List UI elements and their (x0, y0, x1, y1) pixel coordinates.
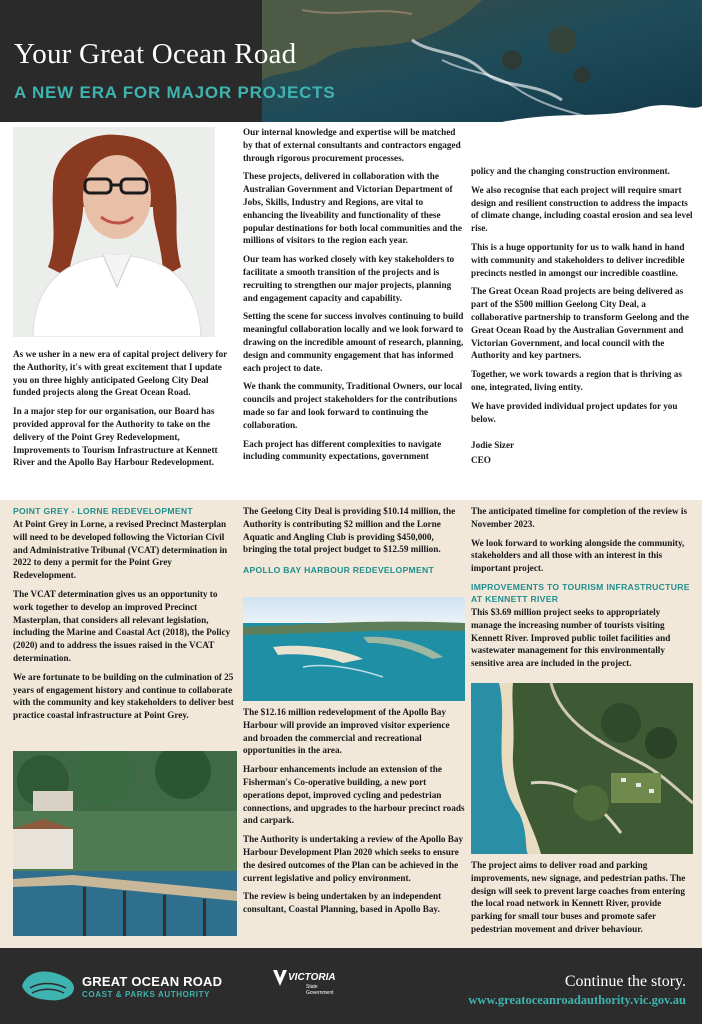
intro-paragraph: We have provided individual project updates for you below. (471, 400, 678, 424)
apollo-bay-heading: APOLLO BAY HARBOUR REDEVELOPMENT (243, 565, 435, 576)
intro-paragraph: These projects, delivered in collaboration with the Australian Government and Victorian Department of Jobs, Skills, Industry and Regions, are vital to enhancing the liveability and functionality of these popular destinations for both local communities and the millions of visitors to the region each year. (243, 171, 462, 246)
signature-name: Jodie Sizer (471, 440, 515, 451)
kennett-river-heading-line2: AT KENNETT RIVER (471, 593, 559, 604)
apollo-bay-paragraph: The review is being undertaken by an independent consultant, Coastal Planning, based in Apollo Bay. (243, 891, 442, 915)
ceo-portrait (13, 127, 215, 337)
intro-paragraph: Together, we work towards a region that is thriving as one, integrated, living entity. (471, 369, 682, 392)
point-grey-heading: POINT GREY - LORNE REDEVELOPMENT (13, 506, 193, 516)
continue-story-text: Continue the story. (564, 973, 686, 990)
page-subtitle: A NEW ERA FOR MAJOR PROJECTS (14, 83, 336, 102)
apollo-bay-section (243, 706, 465, 922)
point-grey-pier-image (13, 751, 237, 936)
point-grey-section (13, 505, 237, 728)
intro-paragraph: Setting the scene for success involves continuing to build meaningful collaboration locally and we look forward to drawing on the incredible amount of research, planning, design and community engagement that has informed each project to date. (243, 311, 464, 373)
apollo-bay-paragraph: Harbour enhancements include an extension of the Fisherman's Co-operative building, a new port operations depot, improved cycling and pedestrian connections, and upgrades to the harbour precinct roads and carpark. (243, 764, 465, 826)
intro-paragraph: The Great Ocean Road projects are being delivered as part of the $500 million Geelong City Deal, a collaborative partnership to transform Geelong and the Great Ocean Road by the Australian Government and Victorian Government, and local council with the Authority and key partners. (471, 286, 689, 361)
review-collaboration-paragraph: We look forward to working alongside the community, stakeholders and all those with an interest in this important project. (471, 537, 685, 574)
coastline-aerial-image (262, 0, 702, 122)
intro-paragraph: This is a huge opportunity for us to walk hand in hand with community and stakeholders to deliver incredible precincts nestled in amongst our incredible coastline. (471, 241, 685, 278)
intro-middle-column (243, 126, 465, 469)
geelong-funding-paragraph: The Geelong City Deal is providing $10.14 million, the Authority is contributing $2 million and the Lorne Aquatic and Angling Club is providing $450,000, bringing the total project budget to $12.59 million. (243, 506, 456, 555)
kennett-river-outcomes (471, 859, 693, 942)
page-header (0, 0, 702, 122)
kennett-river-section (471, 505, 693, 676)
intro-paragraph: Our team has worked closely with key stakeholders to facilitate a smooth transition of the projects and is recruiting to strengthen our major projects, planning and engagement capacity and capability. (243, 254, 455, 303)
great-ocean-road-logo-icon (20, 968, 76, 1004)
intro-paragraph: policy and the changing construction environment. (471, 166, 670, 176)
intro-paragraph: In a major step for our organisation, our Board has provided approval for the Authority to take on the delivery of the Point Grey Redevelopment, Improvements to Tourism Infrastructure at Kennett River and the Apollo Bay Harbour Redevelopment. (13, 406, 218, 468)
brand-subtitle: COAST & PARKS AUTHORITY (82, 990, 211, 999)
review-timeline-paragraph: The anticipated timeline for completion of the review is November 2023. (471, 506, 688, 529)
gov-subtitle: State Government (306, 984, 334, 996)
intro-paragraph: We thank the community, Traditional Owners, our local councils and project stakeholders for the contributions made so far and look forward to continuing the collaboration. (243, 381, 463, 430)
point-grey-paragraph: We are fortunate to be building on the culmination of 25 years of engagement history and continue to collaborate with the community and key stakeholders to deliver best practice coastal infrastructure at Point Grey. (13, 671, 234, 721)
intro-lead-column (13, 348, 234, 475)
brand-name: GREAT OCEAN ROAD (82, 974, 223, 989)
kennett-river-heading-line1: IMPROVEMENTS TO TOURISM INFRASTRUCTURE (471, 581, 690, 592)
website-link[interactable]: www.greatoceanroadauthority.vic.gov.au (468, 993, 686, 1007)
intro-paragraph: Our internal knowledge and expertise will be matched by that of external consultants and contractors engaged through rigorous procurement processes. (243, 127, 461, 163)
kennett-river-heading (471, 581, 693, 605)
kennett-river-aerial-image (471, 683, 693, 854)
intro-paragraph: As we usher in a new era of capital project delivery for the Authority, it's with great excitement that I update you on three highly anticipated Geelong City Deal funded projects along the Great Ocean Road. (13, 349, 228, 398)
kennett-river-paragraph: The project aims to deliver road and parking improvements, new signage, and pedestrian paths. The design will seek to prevent large coaches from entering the local road network in Kennett River, provide parking for small tour buses and promote safer pedestrian movement and driver behaviour. (471, 860, 686, 934)
signature-title: CEO (471, 455, 491, 466)
apollo-bay-harbour-image (243, 597, 465, 701)
kennett-river-paragraph: This $3.69 million project seeks to appropriately manage the increasing number of tourists visiting Kennett River. Improved public toilet facilities and wastewater management for this environmentally sensitive area are included in the project. (471, 606, 671, 669)
page-footer (0, 948, 702, 1024)
apollo-bay-intro (243, 505, 465, 577)
intro-right-column (471, 165, 693, 473)
page-title: Your Great Ocean Road (14, 38, 297, 70)
intro-paragraph: We also recognise that each project will require smart design and resilient construction to address the impacts of climate change, including coastal erosion and sea level rise. (471, 184, 693, 234)
gov-name: VICTORIA (288, 972, 336, 983)
apollo-bay-paragraph: The Authority is undertaking a review of the Apollo Bay Harbour Development Plan 2020 which seeks to ensure the desired outcomes of the Plan can be achieved in the current legislative and policy environment. (243, 834, 464, 883)
victoria-government-logo-icon (272, 968, 288, 988)
point-grey-paragraph: The VCAT determination gives us an opportunity to work together to develop an improved Precinct Masterplan, that considers all relevant legislation, including the Marine and Coastal Act (2018), the Policy (2020) and to address the issues raised in the VCAT determination. (13, 588, 231, 663)
intro-paragraph: Each project has different complexities to navigate including community expectations, government (243, 438, 442, 462)
point-grey-paragraph: At Point Grey in Lorne, a revised Precinct Masterplan will need to be developed following the Victorian Civil and Administrative Tribunal (VCAT) determination in 2022 to deny a permit for the Point Grey Redevelopment. (13, 519, 228, 581)
apollo-bay-paragraph: The $12.16 million redevelopment of the Apollo Bay Harbour will provide an improved visitor experience and broaden the commercial and recreational opportunities in the area. (243, 707, 450, 756)
